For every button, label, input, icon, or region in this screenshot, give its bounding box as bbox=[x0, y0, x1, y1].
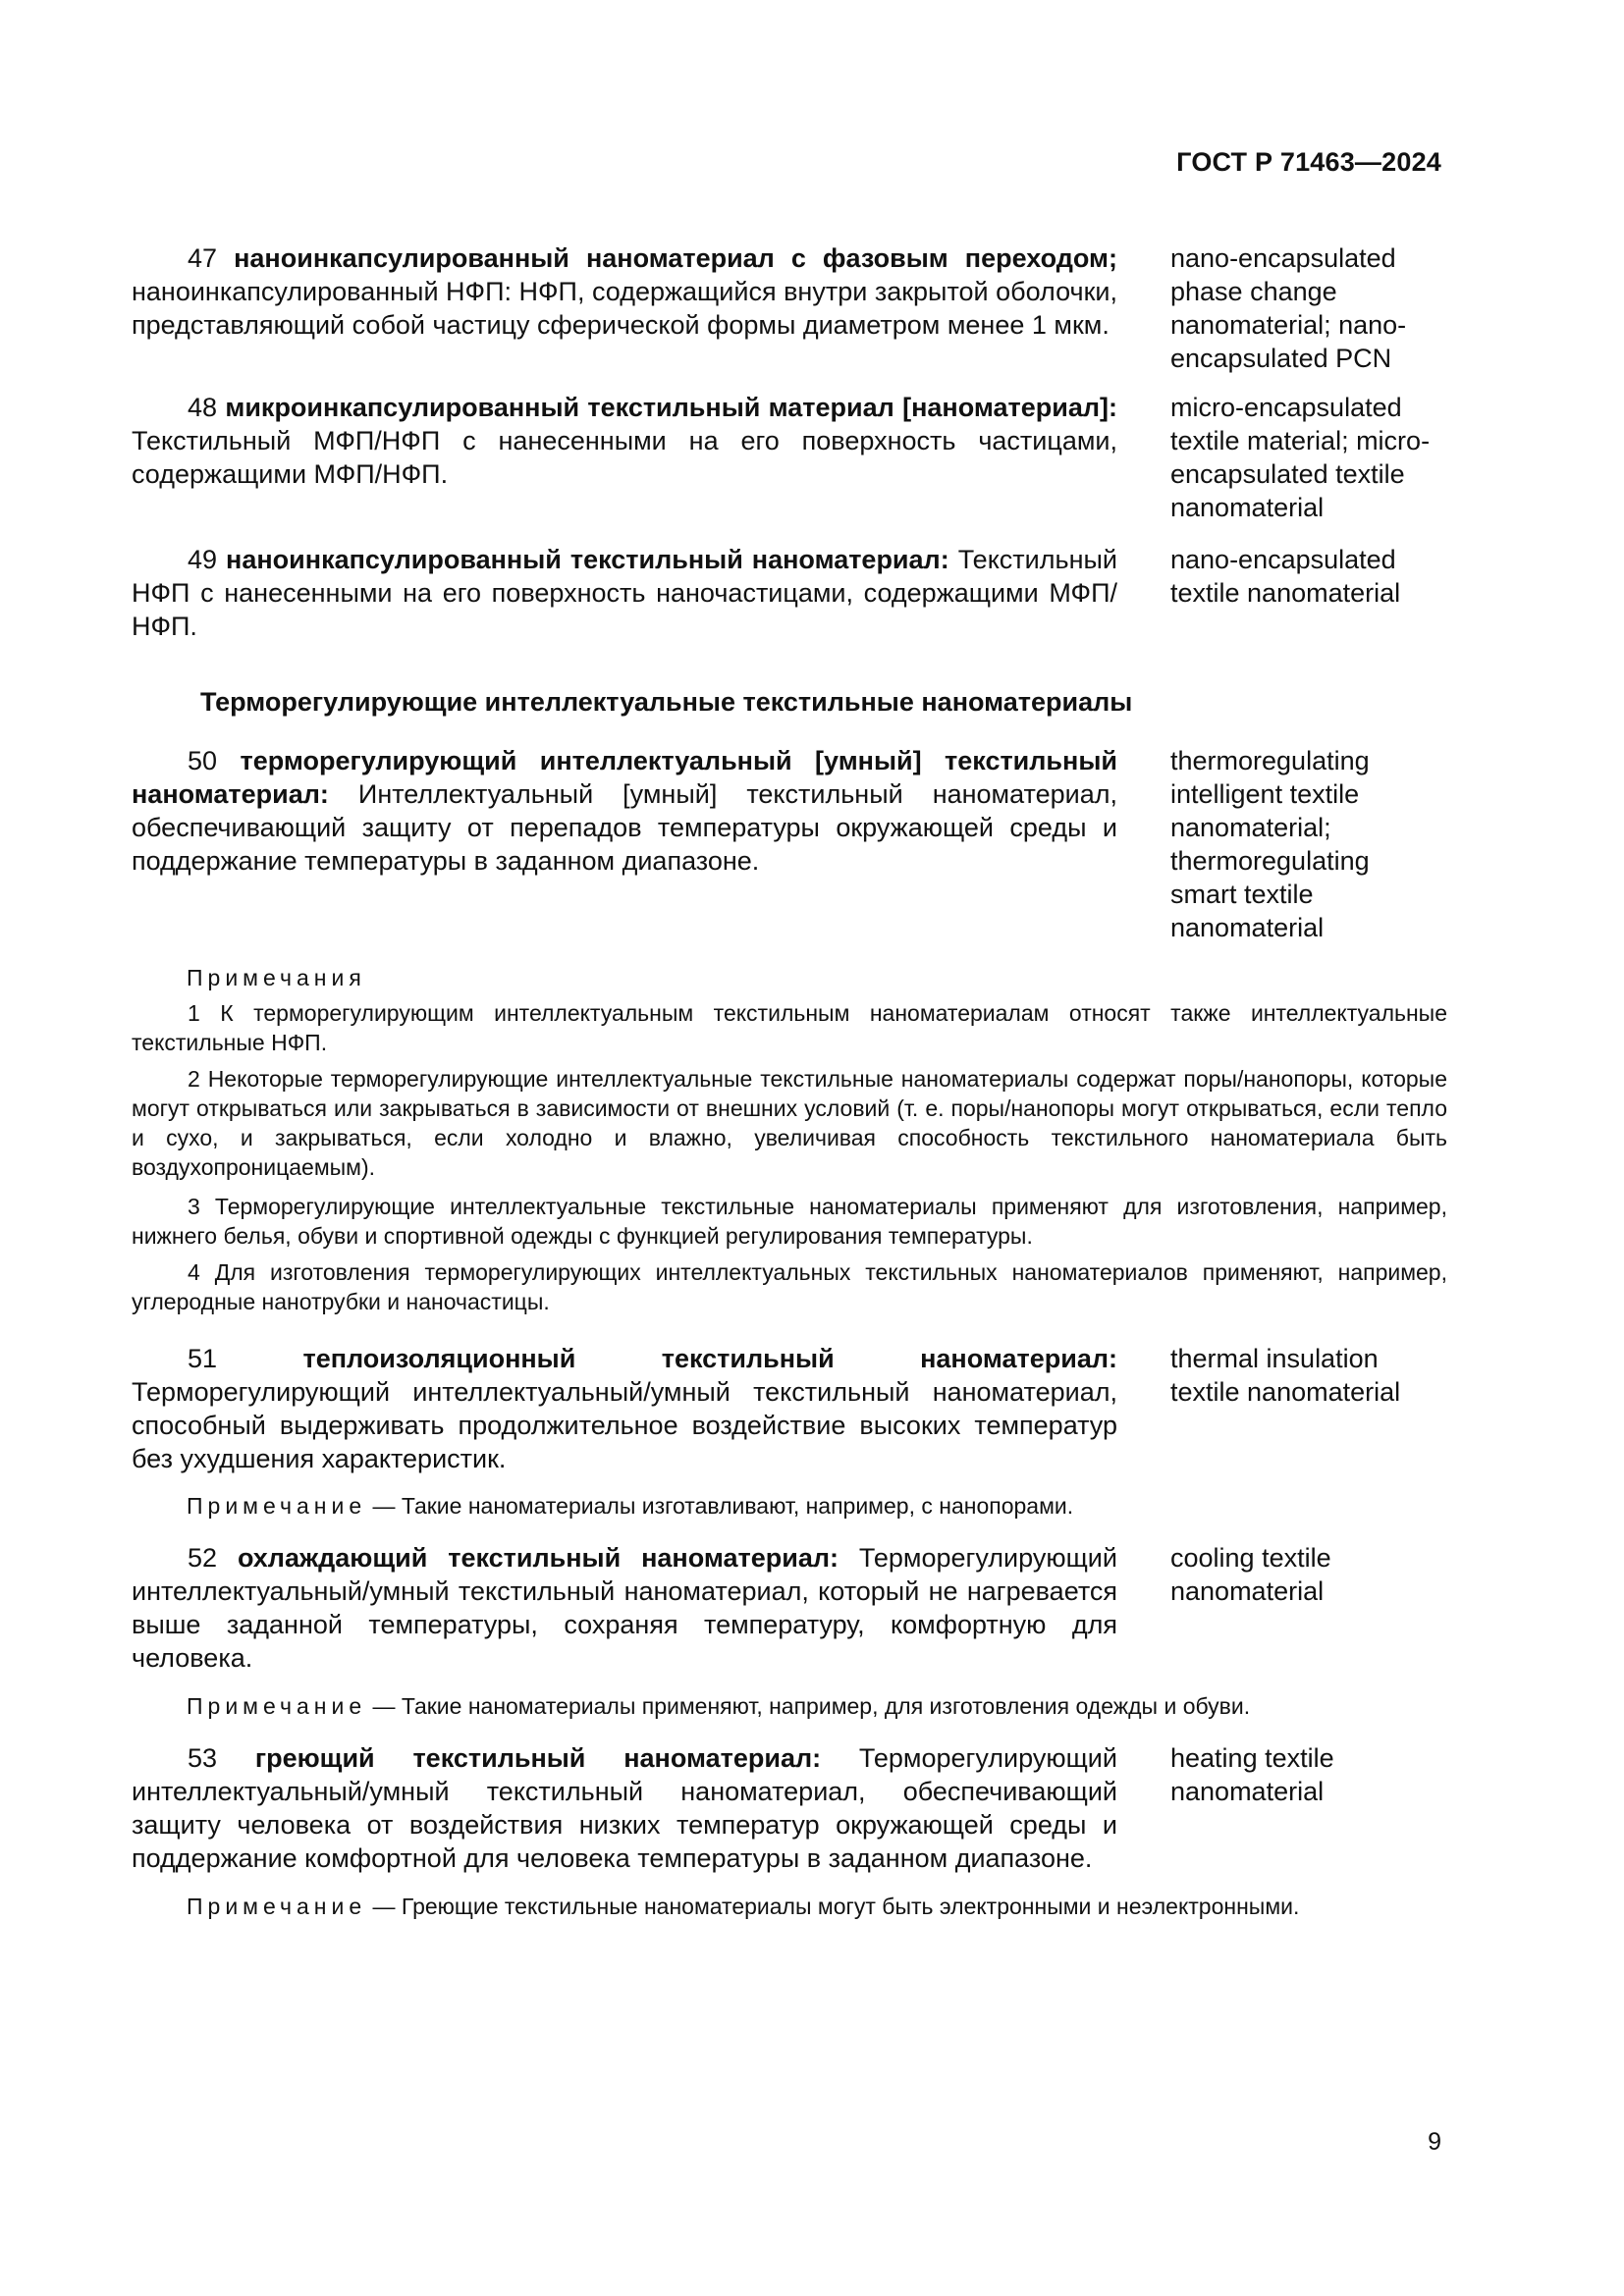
standard-number: ГОСТ Р 71463—2024 bbox=[1176, 147, 1441, 177]
note-item-3: 3 Терморегулирующие интеллектуальные текстильные наноматериалы применяют для изготовления, например, нижнего белья, обуви и спортивной одежды с функцией регулирования температуры. bbox=[132, 1194, 1447, 1249]
term-number: 47 bbox=[188, 243, 218, 273]
note-label: Примечание bbox=[187, 1693, 367, 1719]
term-definition: Текстильный МФП/НФП с нанесенными на его поверхность частицами, содержащими МФП/НФП. bbox=[132, 426, 1117, 489]
term-number: 53 bbox=[188, 1743, 218, 1773]
term-definition: Терморегулирующий интеллектуальный/умный текстильный наноматериал, способный выдерживать продолжительное воздействие высоких температур без ухудшения характеристик. bbox=[132, 1377, 1117, 1473]
term-entry-50 bbox=[132, 744, 1117, 878]
term-definition: наноинкапсулированный НФП: НФП, содержащийся внутри закрытой оболочки, представляющий собой частицу сферической формы диаметром менее 1 мкм. bbox=[132, 277, 1117, 340]
term-definition: Терморегулирующий интеллектуальный/умный текстильный наноматериал, который не нагревается выше заданной температуры, сохраняя температуру, комфортную для человека. bbox=[132, 1543, 1117, 1673]
term-name: теплоизоляционный текстильный наноматериал: bbox=[302, 1344, 1117, 1373]
note-51 bbox=[187, 1491, 1073, 1521]
term-number: 49 bbox=[188, 545, 218, 574]
notes-title: Примечания bbox=[187, 965, 366, 990]
note-text: — Такие наноматериалы применяют, например, для изготовления одежды и обуви. bbox=[372, 1693, 1251, 1719]
term-number: 52 bbox=[188, 1543, 218, 1573]
english-equivalent-51: thermal insulation textile nanomaterial bbox=[1170, 1344, 1401, 1407]
english-equivalent-53: heating textile nanomaterial bbox=[1170, 1743, 1334, 1806]
term-entry-53 bbox=[132, 1741, 1117, 1875]
term-number: 51 bbox=[188, 1344, 218, 1373]
term-entry-48 bbox=[132, 391, 1117, 491]
english-equivalent-50: thermoregulating intelligent textile nanomaterial; thermoregulating smart textile nanomaterial bbox=[1170, 746, 1370, 942]
term-number: 48 bbox=[188, 393, 218, 422]
term-entry-49 bbox=[132, 543, 1117, 643]
term-name: микроинкапсулированный текстильный материал [наноматериал]: bbox=[225, 393, 1117, 422]
english-equivalent-48: micro-encapsulated textile material; micro-encapsulated textile nanomaterial bbox=[1170, 393, 1431, 522]
english-equivalent-47: nano-encapsulated phase change nanomaterial; nano-encapsulated PCN bbox=[1170, 243, 1407, 373]
note-label: Примечание bbox=[187, 1493, 367, 1519]
term-entry-52 bbox=[132, 1541, 1117, 1675]
note-item-2: 2 Некоторые терморегулирующие интеллектуальные текстильные наноматериалы содержат поры/нанопоры, которые могут открываться или закрываться в зависимости от внешних условий (т. е. поры/нанопоры могут открываться, если тепло и сухо, и закрываться, если холодно и влажно, увеличивая способность текстильного наноматериала быть воздухопроницаемым). bbox=[132, 1066, 1447, 1180]
note-53 bbox=[187, 1892, 1299, 1921]
note-item-4: 4 Для изготовления терморегулирующих интеллектуальных текстильных наноматериалов применяют, например, углеродные нанотрубки и наночастицы. bbox=[132, 1259, 1447, 1314]
term-name: охлаждающий текстильный наноматериал: bbox=[237, 1543, 839, 1573]
term-definition: Терморегулирующий интеллектуальный/умный текстильный наноматериал, обеспечивающий защиту человека от воздействия низких температур окружающей среды и поддержание комфортной для человека температуры в заданном диапазоне. bbox=[132, 1743, 1117, 1873]
term-definition: Интеллектуальный [умный] текстильный наноматериал, обеспечивающий защиту от перепадов температуры окружающей среды и поддержание температуры в заданном диапазоне. bbox=[132, 779, 1117, 876]
term-entry-47 bbox=[132, 241, 1117, 342]
term-entry-51 bbox=[132, 1342, 1117, 1475]
term-name: терморегулирующий интеллектуальный [умный] текстильный наноматериал: bbox=[132, 746, 1117, 809]
note-52 bbox=[187, 1691, 1250, 1721]
english-equivalent-52: cooling textile nanomaterial bbox=[1170, 1543, 1331, 1606]
section-heading: Терморегулирующие интеллектуальные текстильные наноматериалы bbox=[200, 687, 1133, 717]
term-name: греющий текстильный наноматериал: bbox=[254, 1743, 822, 1773]
note-item-1: 1 К терморегулирующим интеллектуальным текстильным наноматериалам относят также интеллектуальные текстильные НФП. bbox=[132, 1000, 1447, 1055]
page-number: 9 bbox=[1428, 2128, 1441, 2156]
term-definition: Текстильный НФП с нанесенными на его поверхность наночастицами, содержащими МФП/НФП. bbox=[132, 545, 1117, 641]
term-name: наноинкапсулированный текстильный наноматериал: bbox=[226, 545, 949, 574]
term-number: 50 bbox=[188, 746, 218, 775]
note-text: — Греющие текстильные наноматериалы могут быть электронными и неэлектронными. bbox=[372, 1894, 1300, 1919]
term-name: наноинкапсулированный наноматериал с фазовым переходом; bbox=[234, 243, 1117, 273]
english-equivalent-49: nano-encapsulated textile nanomaterial bbox=[1170, 545, 1401, 608]
note-text: — Такие наноматериалы изготавливают, например, с нанопорами. bbox=[372, 1493, 1074, 1519]
note-label: Примечание bbox=[187, 1894, 367, 1919]
